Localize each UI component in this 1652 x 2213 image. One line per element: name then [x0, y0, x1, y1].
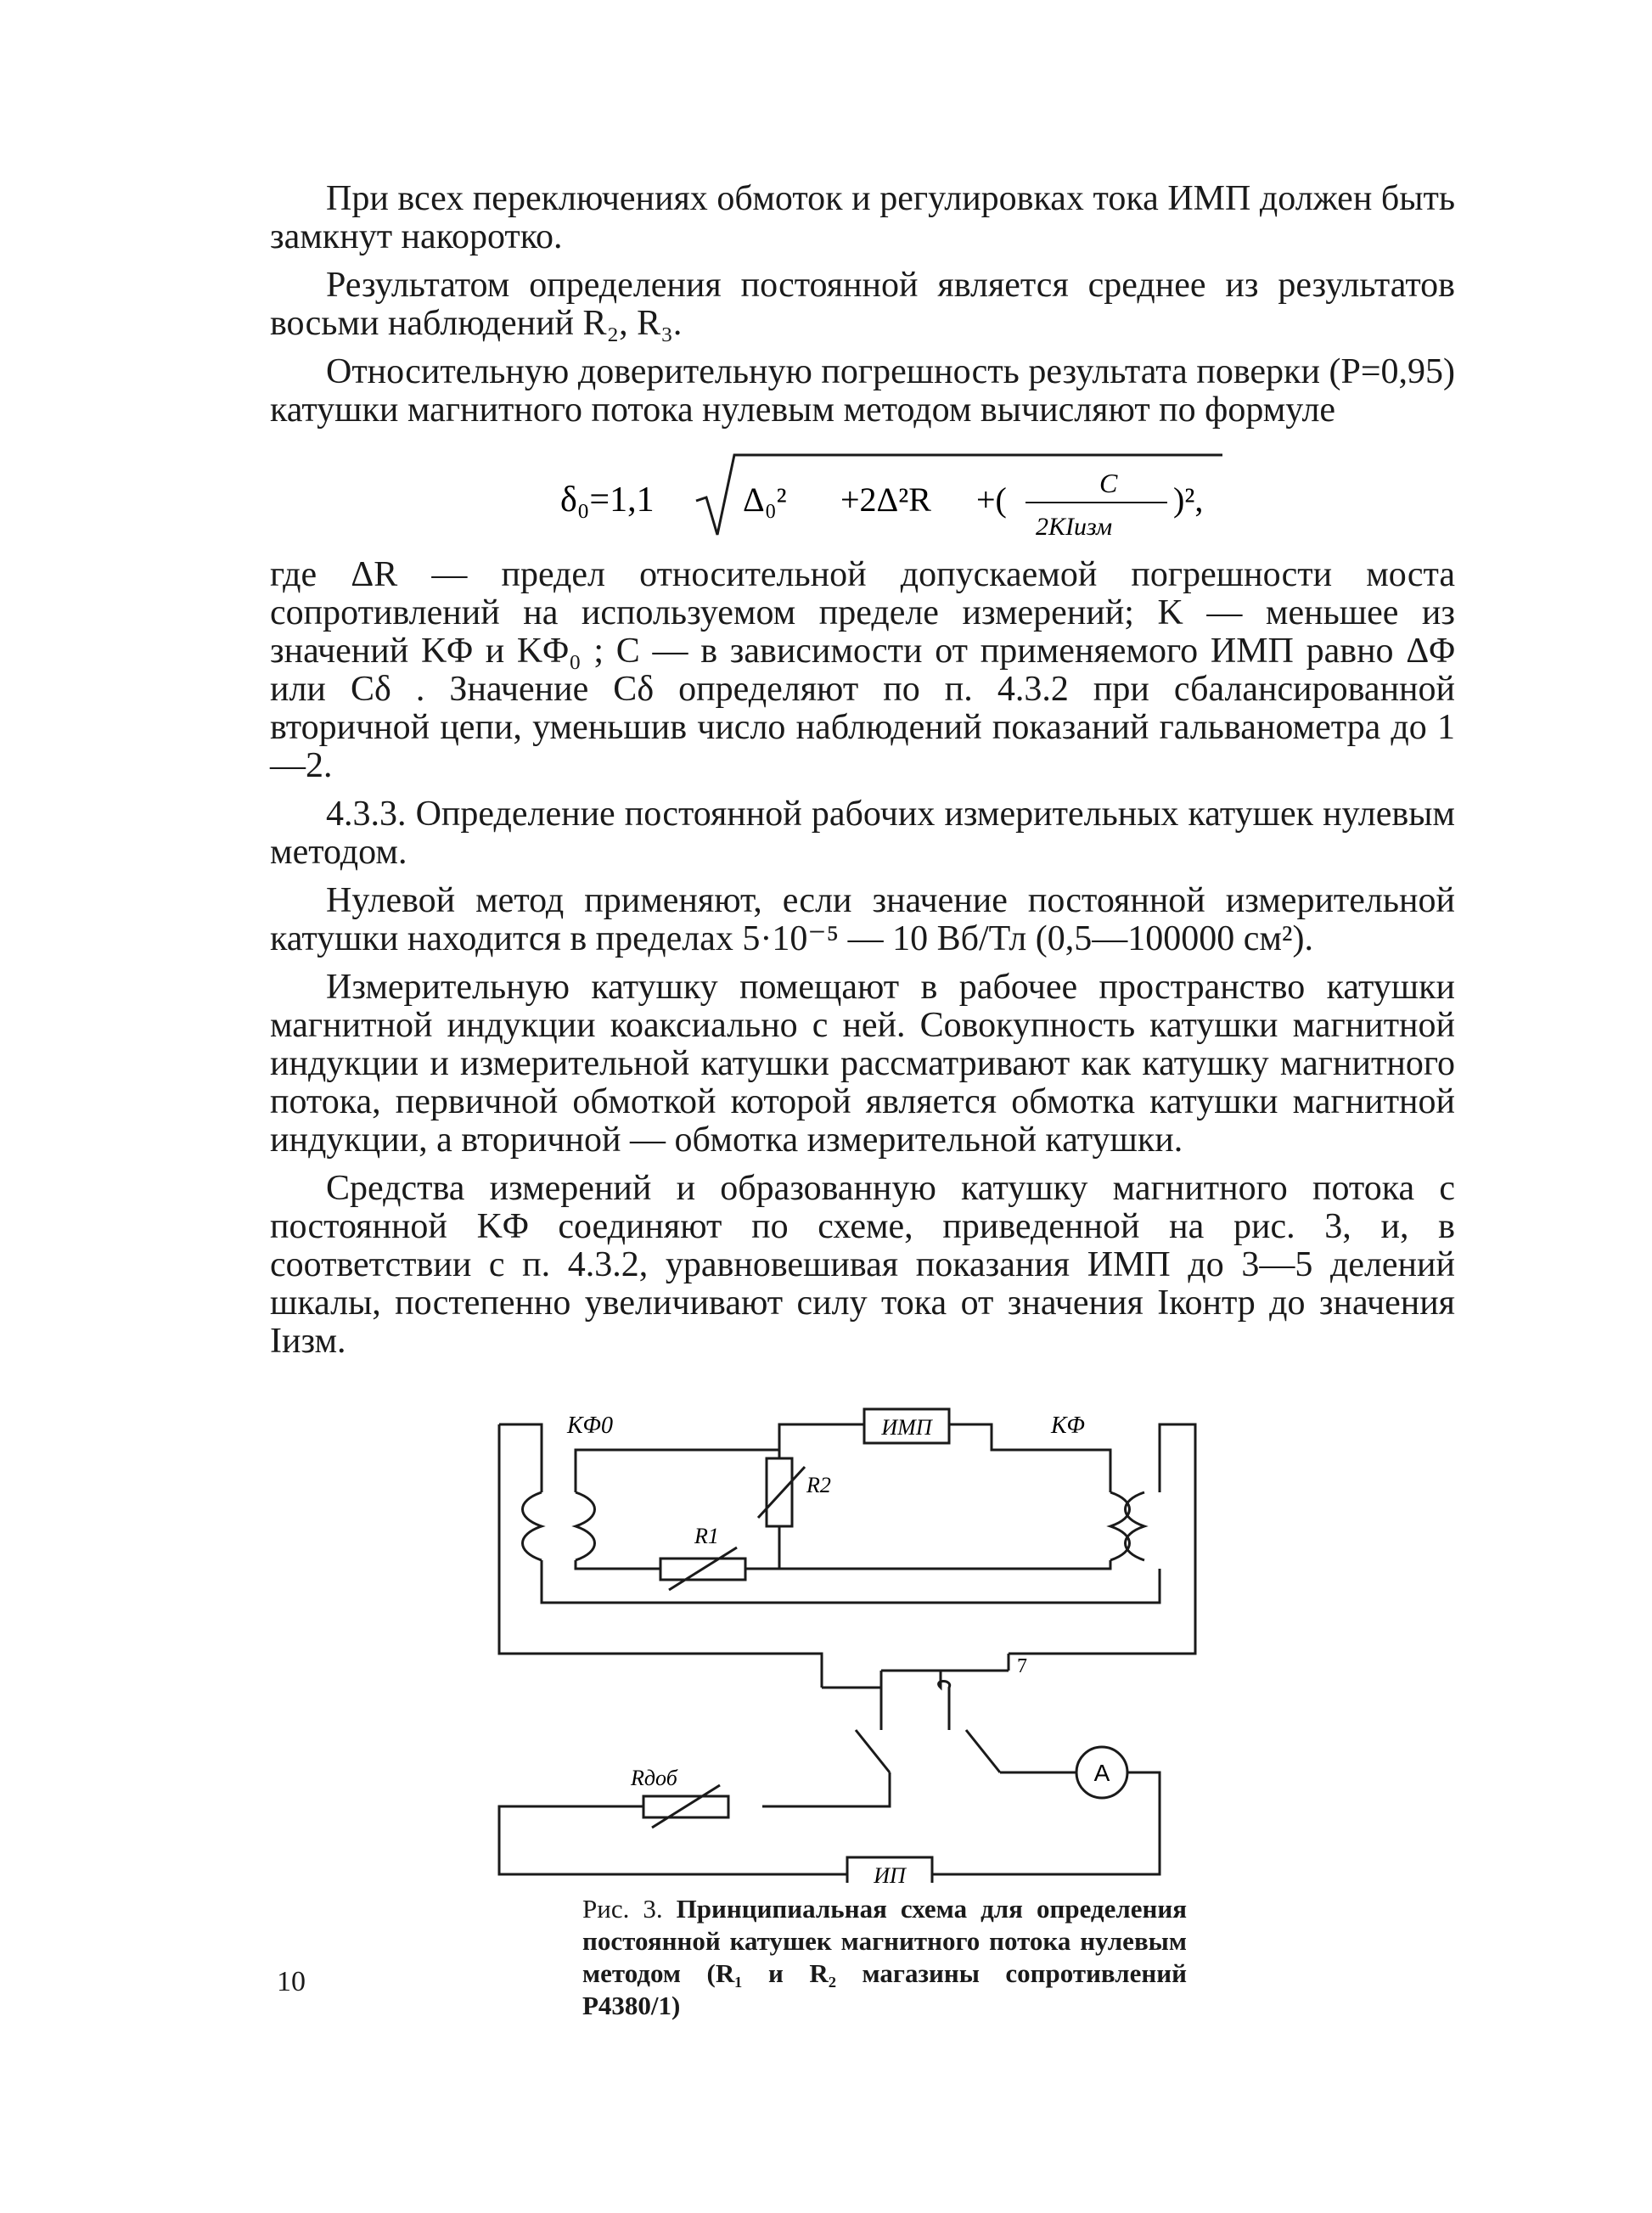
page-number: 10	[277, 1966, 306, 1997]
switch-blade-left	[856, 1730, 890, 1772]
caption-text: Принципиальная схема для определения постоянной катушек магнитного потока нулевым методом (R₁ и R₂ магазины сопротивлений Р4380/1)	[582, 1894, 1188, 2020]
wire	[499, 1424, 542, 1492]
wire	[1009, 1424, 1195, 1654]
label-kf0: KΦ0	[567, 1413, 613, 1439]
figure-caption	[582, 1893, 1187, 2022]
circuit-diagram	[491, 1399, 1204, 1883]
label-r1: R1	[694, 1524, 719, 1548]
where-paragraph: где ΔR — предел относительной допускаемой погрешности моста сопротивлений на используемом пределе измерений; K — меньшее из значений KΦ и KΦ₀ ; C — в зависимости от применяемого ИМП равно ΔΦ или Cδ . Значение Cδ определяют по п. 4.3.2 при сбалансированной вторичной цепи, уменьшив число наблюдений показаний гальванометра до 1—2.	[270, 555, 1455, 785]
paragraph-2: Результатом определения постоянной является среднее из результатов восьми наблюдений R₂, R₃.	[270, 266, 1455, 343]
paragraph-5: Измерительную катушку помещают в рабочее пространство катушки магнитной индукции коаксиально с ней. Совокупность катушки магнитной индукции и измерительной катушки рассматривают как катушку магнитного потока, первичной обмоткой которой является обмотка катушки магнитной индукции, а вторичной — обмотка измерительной катушки.	[270, 968, 1455, 1160]
section-heading: 4.3.3. Определение постоянной рабочих измерительных катушек нулевым методом.	[270, 795, 1455, 872]
switch-blade-right	[966, 1730, 1000, 1772]
coil-kf0-primary	[523, 1492, 542, 1560]
wire	[762, 1772, 890, 1806]
paragraph-1: При всех переключениях обмоток и регулировках тока ИМП должен быть замкнут накоротко.	[270, 179, 1455, 256]
text-top	[270, 180, 1455, 440]
formula-lhs: δ₀=1,1	[560, 480, 655, 520]
wire	[542, 1560, 1160, 1603]
paragraph-6: Средства измерений и образованную катушку магнитного потока с постоянной KΦ соединяют по схеме, приведенной на рис. 3, и, в соответствии с п. 4.3.2, уравновешивая показания ИМП до 3—5 делений шкалы, постепенно увеличивают силу тока от значения Iконтр до значения Iизм.	[270, 1169, 1455, 1361]
label-r2: R2	[806, 1473, 831, 1497]
formula-term2: +2Δ²R	[840, 480, 931, 519]
label-ammeter: A	[1093, 1760, 1110, 1786]
wire	[745, 1560, 1110, 1569]
label-ip: ИП	[874, 1863, 906, 1883]
formula-frac-open: +(	[976, 480, 1007, 519]
formula-frac-den: 2KIизм	[1036, 513, 1113, 541]
coil-kf-secondary	[1110, 1492, 1130, 1560]
switch-cross	[939, 1671, 950, 1730]
formula-svg	[560, 450, 1239, 552]
wire	[949, 1424, 1110, 1492]
formula-frac-num: C	[1099, 468, 1118, 498]
coil-kf0-secondary	[576, 1492, 595, 1560]
label-imp: ИМП	[881, 1415, 932, 1440]
wire	[576, 1560, 660, 1569]
paragraph-4: Нулевой метод применяют, если значение постоянной измерительной катушки находится в пределах 5·10⁻⁵ — 10 Вб/Тл (0,5—100000 см²).	[270, 881, 1455, 958]
circuit-svg	[491, 1399, 1204, 1883]
label-rdob: Rдоб	[631, 1766, 677, 1790]
paragraph-3: Относительную доверительную погрешность результата поверки (P=0,95) катушки магнитного потока нулевым методом вычисляют по формуле	[270, 352, 1455, 430]
formula-term1: Δ₀²	[743, 480, 787, 519]
wire	[932, 1772, 1160, 1874]
caption-lead: Рис. 3.	[582, 1894, 663, 1924]
text-middle	[270, 556, 1455, 1371]
resistor-r2	[767, 1458, 792, 1526]
label-kf: KΦ	[1051, 1413, 1085, 1439]
formula-frac-close: )²,	[1173, 480, 1204, 519]
label-switch: 7	[1017, 1655, 1027, 1677]
formula	[560, 450, 1239, 552]
